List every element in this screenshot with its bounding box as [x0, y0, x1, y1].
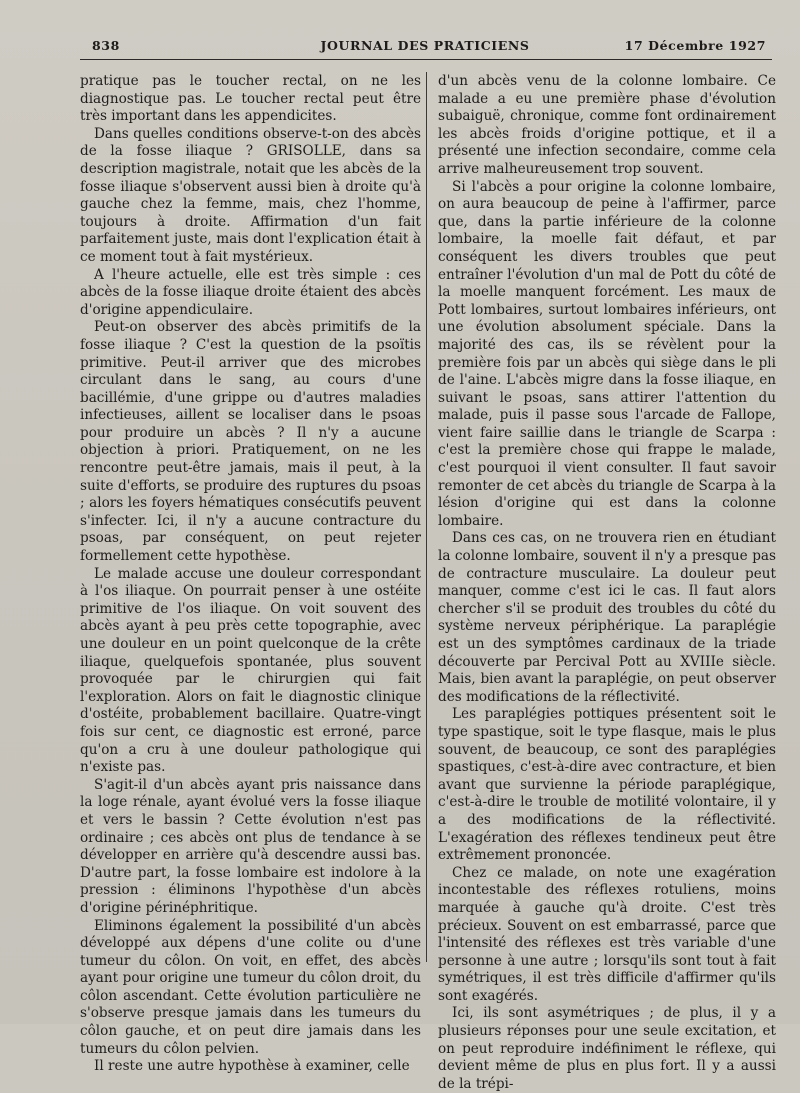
- left-column: [80, 73, 421, 1076]
- paragraph: Dans quelles conditions observe-t-on des abcès de la fosse iliaque ? GRISOLLE, dans sa description magistrale, notait que les abcès de la fosse iliaque s'observent aussi bien à droite qu'à gauche chez la femme, mais, chez l'homme, toujours à droite. Affirmation d'un fait parfaitement juste, mais dont l'explication était à ce moment tout à fait mystérieux.: [80, 125, 421, 265]
- paragraph: Si l'abcès a pour origine la colonne lombaire, on aura beaucoup de peine à l'affirmer, parce que, dans la partie inférieure de la colonne lombaire, la moelle fait défaut, et par conséquent les divers troubles que peut entraîner l'évolution d'un mal de Pott du côté de la moelle manquent forcément. Les maux de Pott lombaires, surtout lombaires inférieurs, ont une évolution absolument spéciale. Dans la majorité des cas, ils se révèlent pour la première fois par un abcès qui siège dans le pli de l'aine. L'abcès migre dans la fosse iliaque, en suivant le psoas, sans attirer l'attention du malade, puis il passe sous l'arcade de Fallope, vient faire saillie dans le triangle de Scarpa : c'est la première chose qui frappe le malade, c'est pourquoi il vient consulter. Il faut savoir remonter de cet abcès du triangle de Scarpa à la lésion d'origine qui est dans la colonne lombaire.: [438, 178, 776, 529]
- paragraph: Dans ces cas, on ne trouvera rien en étudiant la colonne lombaire, souvent il n'y a presque pas de contracture musculaire. La douleur peut manquer, comme c'est ici le cas. Il faut alors chercher s'il se produit des troubles du côté du système nerveux périphérique. La paraplégie est un des symptômes cardinaux de la triade découverte par Percival Pott au XVIIIe siècle. Mais, bien avant la paraplégie, on peut observer des modifications de la réflectivité.: [438, 530, 776, 705]
- paragraph: Il reste une autre hypothèse à examiner, celle: [94, 1058, 410, 1075]
- page-number: 838: [92, 38, 120, 53]
- paragraph: Le malade accuse une douleur correspondant à l'os iliaque. On pourrait penser à une ostéite primitive de l'os iliaque. On voit souvent des abcès ayant à peu près cette topographie, avec une douleur en un point quelconque de la crête iliaque, quelquefois spontanée, plus souvent provoquée par le chirurgien qui fait l'exploration. Alors on fait le diagnostic clinique d'ostéite, probablement bacillaire. Quatre-vingt fois sur cent, ce diagnostic est erroné, parce qu'on a cru à une douleur pathologique qui n'existe pas.: [80, 565, 421, 776]
- running-head: [80, 38, 770, 56]
- paragraph: Ici, ils sont asymétriques ; de plus, il y a plusieurs réponses pour une seule excitation, et on peut reproduire indéfiniment le réflexe, qui devient même de plus en plus fort. Il y a aussi de la trépi-: [438, 1005, 776, 1092]
- journal-title: JOURNAL DES PRATICIENS: [320, 38, 530, 53]
- paragraph: pratique pas le toucher rectal, on ne les diagnostique pas. Le toucher rectal peut être très important dans les appendicites.: [80, 73, 421, 125]
- paragraph: Eliminons également la possibilité d'un abcès développé aux dépens d'une colite ou d'une tumeur du côlon. On voit, en effet, des abcès ayant pour origine une tumeur du côlon droit, du côlon ascendant. Cette évolution particulière ne s'observe presque jamais dans les tumeurs du côlon gauche, et on peut dire jamais dans les tumeurs du côlon pelvien.: [80, 917, 421, 1057]
- header-rule: [80, 59, 772, 60]
- paragraph: Peut-on observer des abcès primitifs de la fosse iliaque ? C'est la question de la psoïtis primitive. Peut-il arriver que des microbes circulant dans le sang, au cours d'une bacillémie, d'une grippe ou d'autres maladies infectieuses, aillent se localiser dans le psoas pour produire un abcès ? Il n'y a aucune objection à priori. Pratiquement, on ne les rencontre peut-être jamais, mais il peut, à la suite d'efforts, se produire des ruptures du psoas ; alors les foyers hématiques consécutifs peuvent s'infecter. Ici, il n'y a aucune contracture du psoas, par conséquent, on peut rejeter formellement cette hypothèse.: [80, 319, 421, 565]
- paragraph: Chez ce malade, on note une exagération incontestable des réflexes rotuliens, moins marquée à gauche qu'à droite. C'est très précieux. Souvent on est embarrassé, parce que l'intensité des réflexes est très variable d'une personne à une autre ; lorsqu'ils sont tout à fait symétriques, il est très difficile d'affirmer qu'ils sont exagérés.: [438, 864, 776, 1004]
- paragraph: S'agit-il d'un abcès ayant pris naissance dans la loge rénale, ayant évolué vers la fosse iliaque et vers le bassin ? Cette évolution n'est pas ordinaire ; ces abcès ont plus de tendance à se développer en arrière qu'à descendre aussi bas. D'autre part, la fosse lombaire est indolore à la pression : éliminons l'hypothèse d'un abcès d'origine périnéphritique.: [80, 776, 421, 916]
- issue-date: 17 Décembre 1927: [624, 38, 766, 53]
- paragraph: d'un abcès venu de la colonne lombaire. Ce malade a eu une première phase d'évolution subaiguë, chronique, comme font ordinairement les abcès froids d'origine pottique, et il a présenté une infection secondaire, comme cela arrive malheureusement trop souvent.: [438, 73, 776, 177]
- right-column: [438, 73, 776, 1093]
- paragraph: Les paraplégies pottiques présentent soit le type spastique, soit le type flasque, mais le plus souvent, de beaucoup, ce sont des paraplégies spastiques, c'est-à-dire avec contracture, et bien avant que survienne la période paraplégique, c'est-à-dire le trouble de motilité volontaire, il y a des modifications de la réflectivité. L'exagération des réflexes tendineux peut être extrêmement prononcée.: [438, 706, 776, 864]
- column-rule: [426, 72, 427, 962]
- paragraph: A l'heure actuelle, elle est très simple : ces abcès de la fosse iliaque droite étaient des abcès d'origine appendiculaire.: [80, 266, 421, 318]
